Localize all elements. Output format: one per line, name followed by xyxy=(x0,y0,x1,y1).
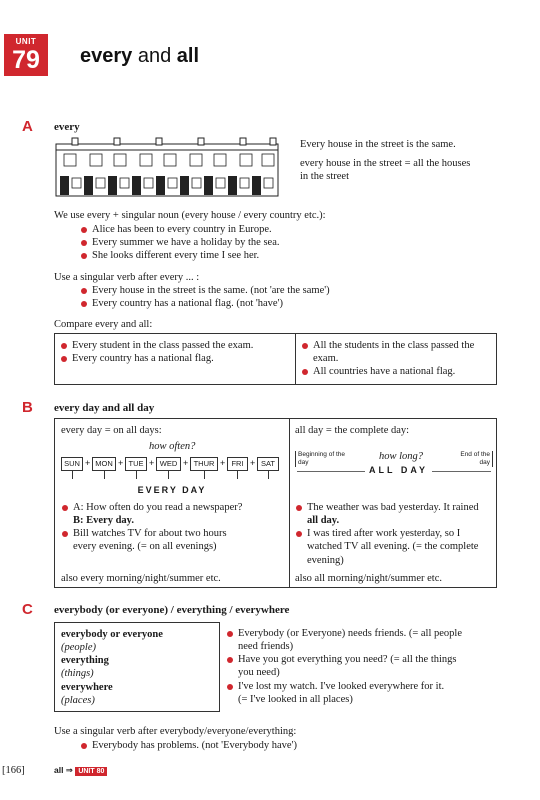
picture-note-2-line1: every house in the street = all the houses xyxy=(300,158,471,169)
section-c-verb-example xyxy=(80,739,500,752)
section-a-intro: We use every + singular noun (every house / every country etc.): xyxy=(54,210,326,221)
compare-left xyxy=(60,339,288,365)
list-item: A: How often do you read a newspaper? B: Every day. xyxy=(61,501,287,527)
unit-badge xyxy=(4,34,48,76)
gloss-people: (people) xyxy=(61,642,96,654)
word-everybody: everybody or everyone xyxy=(61,629,163,640)
day-label: SUN xyxy=(61,457,83,471)
section-b-letter: B xyxy=(22,399,33,416)
list-item: The weather was bad yesterday. It rained all day. xyxy=(295,501,493,527)
right-title: all day = the complete day: xyxy=(295,425,410,436)
everybody-word-box xyxy=(54,622,220,712)
list-item: She looks different every time I see her. xyxy=(80,249,500,262)
word-everything: everything xyxy=(61,655,109,667)
list-item: Every country has a national flag. (not 'have') xyxy=(80,297,500,310)
picture-note-2 xyxy=(300,157,530,183)
section-a-bullets-2 xyxy=(80,284,500,310)
day-label: MON xyxy=(92,457,116,471)
end-label: End of the day xyxy=(459,451,493,467)
list-item: Every summer we have a holiday by the sea. xyxy=(80,236,500,249)
section-a-bullets-1 xyxy=(80,223,500,262)
word-everywhere: everywhere xyxy=(61,681,113,693)
right-also: also all morning/night/summer etc. xyxy=(295,573,442,584)
compare-divider xyxy=(295,334,296,384)
section-c-examples xyxy=(226,627,506,706)
b-box-divider xyxy=(289,419,290,587)
list-item: Bill watches TV for about two hours every evening. (= on all evenings) xyxy=(61,527,287,553)
page-title xyxy=(80,44,199,69)
day-label: FRI xyxy=(227,457,248,471)
how-long-label: how long? xyxy=(379,451,424,462)
unit-number: 79 xyxy=(12,46,40,74)
how-often-label: how often? xyxy=(149,441,196,452)
compare-right xyxy=(301,339,493,378)
unit-80-link[interactable]: UNIT 80 xyxy=(75,767,107,776)
left-also: also every morning/night/summer etc. xyxy=(61,573,221,584)
list-item: All the students in the class passed the exam. xyxy=(301,339,493,365)
title-word-and: and xyxy=(137,45,172,67)
right-examples xyxy=(295,501,493,567)
list-item: Alice has been to every country in Europe. xyxy=(80,223,500,236)
unit-label: UNIT xyxy=(15,37,37,46)
section-a-compare: Compare every and all: xyxy=(54,319,153,330)
title-word-all: all xyxy=(176,45,200,67)
list-item: Every house in the street is the same. (not 'are the same') xyxy=(80,284,500,297)
every-day-label: EVERY DAY xyxy=(137,485,207,495)
section-c-letter: C xyxy=(22,601,33,618)
picture-note-1: Every house in the street is the same. xyxy=(300,139,456,150)
section-a-verb-rule: Use a singular verb after every ... : xyxy=(54,272,200,283)
day-label: SAT xyxy=(257,457,279,471)
days-of-week-row: SUN + MON + TUE + WED + THUR + FRI + SAT xyxy=(61,457,283,483)
page-number: [166] xyxy=(2,765,25,776)
every-day-all-day-box xyxy=(54,418,497,588)
row-of-houses-illustration xyxy=(54,134,290,198)
list-item: Have you got everything you need? (= all the things you need) xyxy=(226,653,506,679)
all-day-diagram xyxy=(295,449,493,483)
gloss-places: (places) xyxy=(61,694,95,706)
section-a-picture-label: every xyxy=(54,121,80,133)
compare-box xyxy=(54,333,497,385)
left-title: every day = on all days: xyxy=(61,425,162,436)
section-c-verb-rule: Use a singular verb after everybody/everyone/everything: xyxy=(54,726,297,737)
all-day-label: ALL DAY xyxy=(365,465,432,476)
title-word-every: every xyxy=(80,45,133,67)
see-also-label: all ⇒ xyxy=(54,765,73,775)
day-label: WED xyxy=(156,457,181,471)
list-item: All countries have a national flag. xyxy=(301,365,493,378)
list-item: I've lost my watch. I've looked everywhere for it. (= I've looked in all places) xyxy=(226,680,506,706)
list-item: Every student in the class passed the exam. xyxy=(60,339,288,352)
section-b-heading: every day and all day xyxy=(54,402,155,414)
see-also xyxy=(54,765,107,777)
left-examples xyxy=(61,501,287,554)
day-label: THUR xyxy=(190,457,218,471)
section-a-letter: A xyxy=(22,118,33,135)
day-label: TUE xyxy=(125,457,147,471)
picture-note-2-line2: in the street xyxy=(300,171,349,183)
list-item: Everybody has problems. (not 'Everybody have') xyxy=(80,739,500,752)
list-item: I was tired after work yesterday, so I watched TV all evening. (= the complete evening) xyxy=(295,527,493,566)
list-item: Everybody (or Everyone) needs friends. (= all people need friends) xyxy=(226,627,506,653)
section-c-heading: everybody (or everyone) / everything / everywhere xyxy=(54,604,290,616)
list-item: Every country has a national flag. xyxy=(60,352,288,365)
gloss-things: (things) xyxy=(61,668,94,680)
beginning-label: Beginning of the day xyxy=(295,451,345,467)
